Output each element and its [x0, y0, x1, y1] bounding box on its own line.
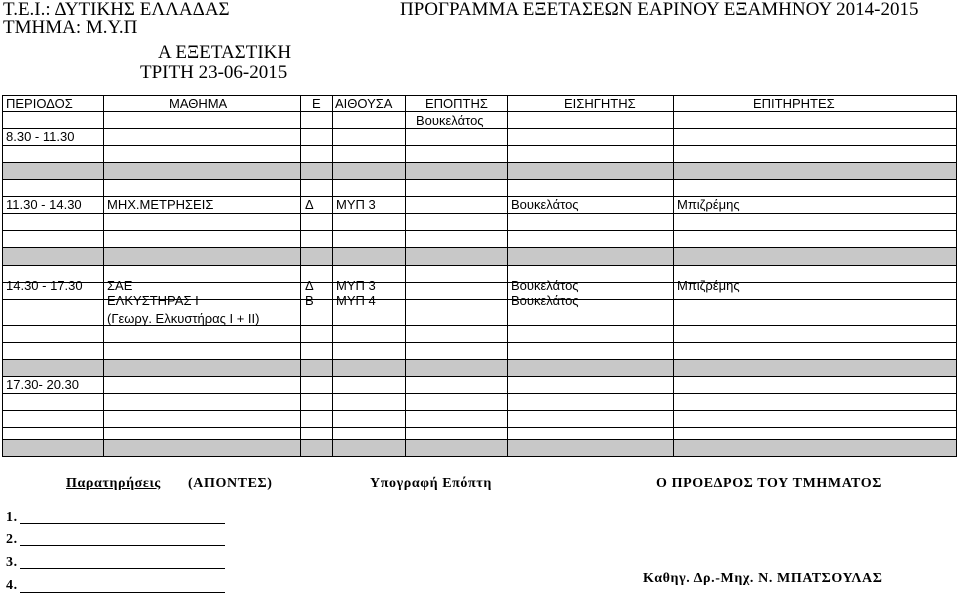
remark-line-2-number: 2.	[6, 532, 18, 547]
remark-line-2	[20, 545, 225, 546]
period3-time: 14.30 - 17.30	[6, 278, 83, 293]
column-header-semester: Ε	[312, 96, 321, 111]
period1-time: 8.30 - 11.30	[6, 129, 75, 144]
period3-instructor-2: Βουκελάτος	[511, 293, 579, 308]
period3-semester: Δ	[305, 278, 314, 293]
column-header-supervisor: ΕΠΟΠΤΗΣ	[425, 96, 488, 111]
remark-line-4	[20, 592, 225, 593]
absent-label: (ΑΠΟΝΤΕΣ)	[188, 476, 273, 491]
column-header-instructor: ΕΙΣΗΓΗΤΗΣ	[564, 96, 636, 111]
period1-instructor: Βουκελάτος	[416, 113, 484, 128]
period3-instructor: Βουκελάτος	[511, 278, 579, 293]
remark-line-4-number: 4.	[6, 578, 18, 593]
period3-room-2: ΜΥΠ 4	[336, 293, 376, 308]
exam-period-title: Α ΕΞΕΤΑΣΤΙΚΗ	[158, 42, 292, 63]
department-name: ΤΜΗΜΑ: Μ.Υ.Π	[3, 17, 138, 38]
period3-course: ΣΑΕ	[107, 278, 133, 293]
period3-semester-2: Β	[305, 293, 314, 308]
separator-band	[2, 359, 957, 376]
period2-instructor: Βουκελάτος	[511, 197, 579, 212]
column-header-course: ΜΑΘΗΜΑ	[169, 96, 228, 111]
institution-name: Τ.Ε.Ι.: ΔΥΤΙΚΗΣ ΕΛΛΑΔΑΣ	[3, 0, 230, 20]
period2-semester: Δ	[305, 197, 314, 212]
program-title: ΠΡΟΓΡΑΜΜΑ ΕΞΕΤΑΣΕΩΝ ΕΑΡΙΝΟΥ ΕΞΑΜΗΝΟΥ 2014-2015	[400, 0, 919, 20]
column-header-invigilators: ΕΠΙΤΗΡΗΤΕΣ	[753, 96, 835, 111]
period3-invigilator: Μπιζρέμης	[677, 278, 740, 293]
period3-room: ΜΥΠ 3	[336, 278, 376, 293]
separator-band	[2, 162, 957, 179]
period2-room: ΜΥΠ 3	[336, 197, 376, 212]
separator-band	[2, 439, 957, 457]
chair-label: Ο ΠΡΟΕΔΡΟΣ ΤΟΥ ΤΜΗΜΑΤΟΣ	[656, 476, 882, 491]
remark-line-3-number: 3.	[6, 555, 18, 570]
separator-band	[2, 247, 957, 265]
remark-line-1	[20, 523, 225, 524]
remark-line-1-number: 1.	[6, 510, 18, 525]
exam-date: ΤΡΙΤΗ 23-06-2015	[140, 62, 288, 83]
period2-invigilator: Μπιζρέμης	[677, 197, 740, 212]
chair-name: Καθηγ. Δρ.-Μηχ. Ν. ΜΠΑΤΣΟΥΛΑΣ	[643, 571, 883, 586]
period3-course-2: ΕΛΚΥΣΤΗΡΑΣ Ι	[107, 293, 199, 308]
column-header-room: ΑΙΘΟΥΣΑ	[335, 96, 393, 111]
schedule-table	[2, 95, 957, 457]
remarks-label: Παρατηρήσεις	[66, 476, 161, 491]
signature-label: Υπογραφή Επόπτη	[370, 476, 492, 491]
period2-time: 11.30 - 14.30	[6, 197, 82, 212]
remark-line-3	[20, 568, 225, 569]
column-header-period: ΠΕΡΙΟΔΟΣ	[6, 96, 73, 111]
period3-course-note: (Γεωργ. Ελκυστήρας Ι + ΙΙ)	[107, 311, 260, 326]
period2-course: ΜΗΧ.ΜΕΤΡΗΣΕΙΣ	[107, 197, 214, 212]
period4-time: 17.30- 20.30	[6, 377, 80, 392]
